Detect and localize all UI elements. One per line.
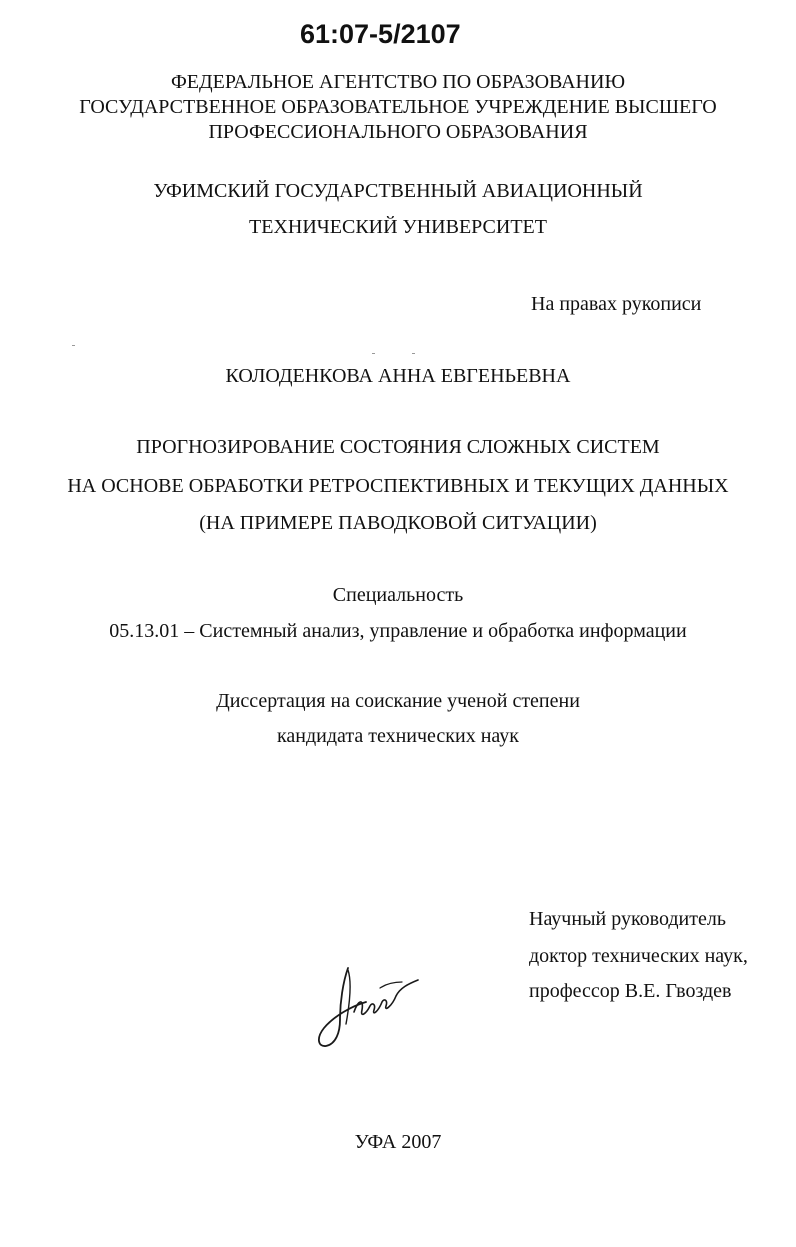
supervisor-name: профессор В.Е. Гвоздев (529, 980, 732, 1002)
title-line-1: ПРОГНОЗИРОВАНИЕ СОСТОЯНИЯ СЛОЖНЫХ СИСТЕМ (136, 436, 660, 458)
supervisor-degree: доктор технических наук, (529, 945, 748, 967)
scan-speck (372, 353, 375, 354)
title-line-3: (НА ПРИМЕРЕ ПАВОДКОВОЙ СИТУАЦИИ) (199, 512, 597, 534)
university-line-2: ТЕХНИЧЕСКИЙ УНИВЕРСИТЕТ (249, 216, 547, 238)
handwritten-signature (310, 962, 430, 1052)
manuscript-note: На правах рукописи (531, 293, 702, 315)
archive-stamp-number: 61:07-5/2107 (300, 19, 461, 49)
title-line-2: НА ОСНОВЕ ОБРАБОТКИ РЕТРОСПЕКТИВНЫХ И ТЕКУЩИХ ДАННЫХ (67, 475, 729, 497)
degree-line-2: кандидата технических наук (276, 725, 520, 747)
scan-speck (412, 353, 415, 354)
city-year: УФА 2007 (354, 1131, 442, 1153)
degree-line-1: Диссертация на соискание ученой степени (216, 690, 580, 712)
specialty-value: 05.13.01 – Системный анализ, управление и обработка информации (109, 620, 687, 642)
agency-line-3: ПРОФЕССИОНАЛЬНОГО ОБРАЗОВАНИЯ (208, 121, 588, 143)
author-name: КОЛОДЕНКОВА АННА ЕВГЕНЬЕВНА (225, 365, 571, 387)
specialty-label: Специальность (332, 584, 464, 606)
agency-line-1: ФЕДЕРАЛЬНОЕ АГЕНТСТВО ПО ОБРАЗОВАНИЮ (170, 71, 625, 93)
scan-speck (72, 345, 75, 346)
university-line-1: УФИМСКИЙ ГОСУДАРСТВЕННЫЙ АВИАЦИОННЫЙ (153, 180, 643, 202)
supervisor-role: Научный руководитель (529, 908, 726, 930)
agency-line-2: ГОСУДАРСТВЕННОЕ ОБРАЗОВАТЕЛЬНОЕ УЧРЕЖДЕНИЕ ВЫСШЕГО (79, 96, 717, 118)
